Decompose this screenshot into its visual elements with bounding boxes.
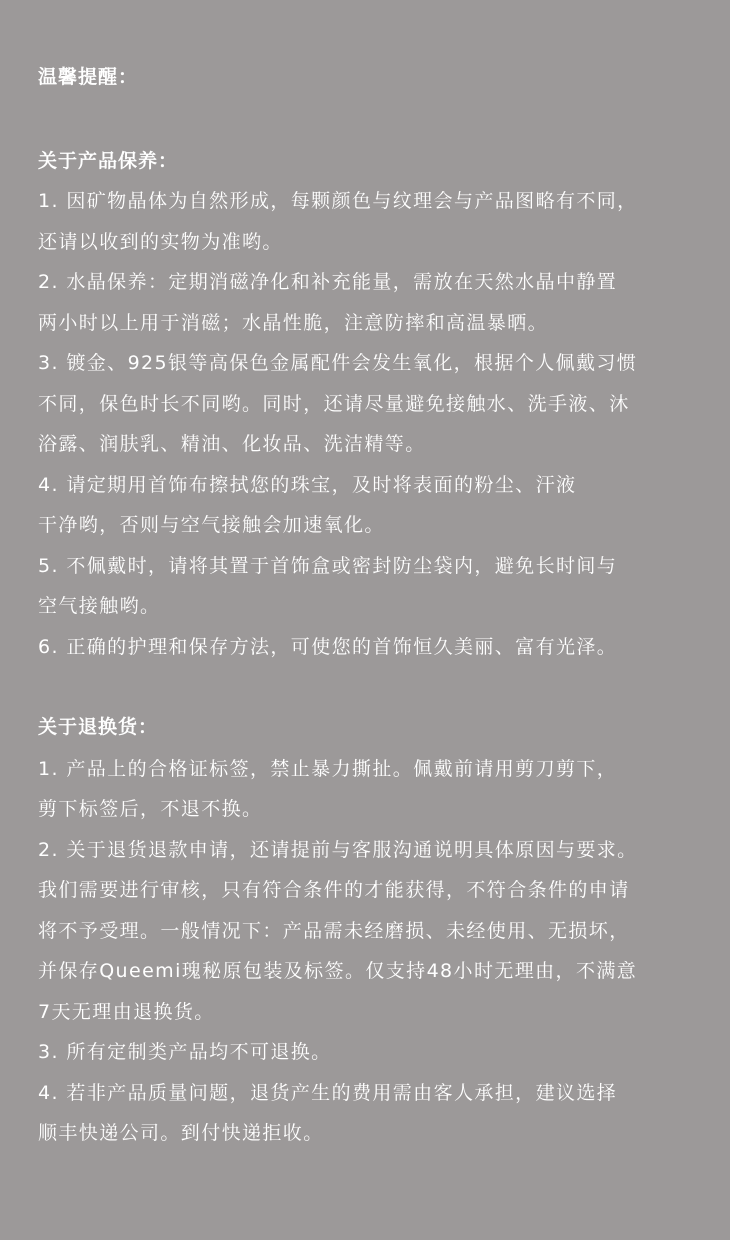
returns-line: 并保存Queemi瑰秘原包装及标签。仅支持48小时无理由，不满意 bbox=[38, 960, 638, 982]
care-line: 6. 正确的护理和保存方法，可使您的首饰恒久美丽、富有光泽。 bbox=[38, 636, 618, 658]
returns-line: 剪下标签后，不退不换。 bbox=[38, 798, 263, 820]
care-line: 干净哟，否则与空气接触会加速氧化。 bbox=[38, 514, 385, 536]
returns-heading: 关于退换货： bbox=[38, 716, 159, 738]
care-line: 4. 请定期用首饰布擦拭您的珠宝，及时将表面的粉尘、汗液 bbox=[38, 474, 577, 496]
returns-line: 1. 产品上的合格证标签，禁止暴力撕扯。佩戴前请用剪刀剪下， bbox=[38, 758, 618, 780]
returns-line: 3. 所有定制类产品均不可退换。 bbox=[38, 1041, 332, 1063]
returns-line: 将不予受理。一般情况下：产品需未经磨损、未经使用、无损坏， bbox=[38, 920, 630, 942]
care-line: 还请以收到的实物为准哟。 bbox=[38, 231, 283, 253]
care-line: 3. 镀金、925银等高保色金属配件会发生氧化，根据个人佩戴习惯 bbox=[38, 352, 638, 374]
care-line: 两小时以上用于消磁；水晶性脆，注意防摔和高温暴晒。 bbox=[38, 312, 549, 334]
care-line: 不同，保色时长不同哟。同时，还请尽量避免接触水、洗手液、沐 bbox=[38, 393, 630, 415]
care-line: 5. 不佩戴时，请将其置于首饰盒或密封防尘袋内，避免长时间与 bbox=[38, 555, 618, 577]
returns-line: 7天无理由退换货。 bbox=[38, 1001, 215, 1023]
returns-line: 4. 若非产品质量问题，退货产生的费用需由客人承担，建议选择 bbox=[38, 1082, 618, 1104]
care-line: 2. 水晶保养：定期消磁净化和补充能量，需放在天然水晶中静置 bbox=[38, 271, 618, 293]
care-line: 空气接触哟。 bbox=[38, 595, 161, 617]
returns-line: 顺丰快递公司。到付快递拒收。 bbox=[38, 1122, 324, 1144]
care-heading: 关于产品保养： bbox=[38, 150, 179, 172]
returns-line: 2. 关于退货退款申请，还请提前与客服沟通说明具体原因与要求。 bbox=[38, 839, 638, 861]
reminder-title: 温馨提醒： bbox=[38, 66, 139, 88]
returns-line: 我们需要进行审核，只有符合条件的才能获得，不符合条件的申请 bbox=[38, 879, 630, 901]
care-line: 浴露、润肤乳、精油、化妆品、洗洁精等。 bbox=[38, 433, 426, 455]
care-line: 1. 因矿物晶体为自然形成，每颗颜色与纹理会与产品图略有不同， bbox=[38, 190, 638, 212]
